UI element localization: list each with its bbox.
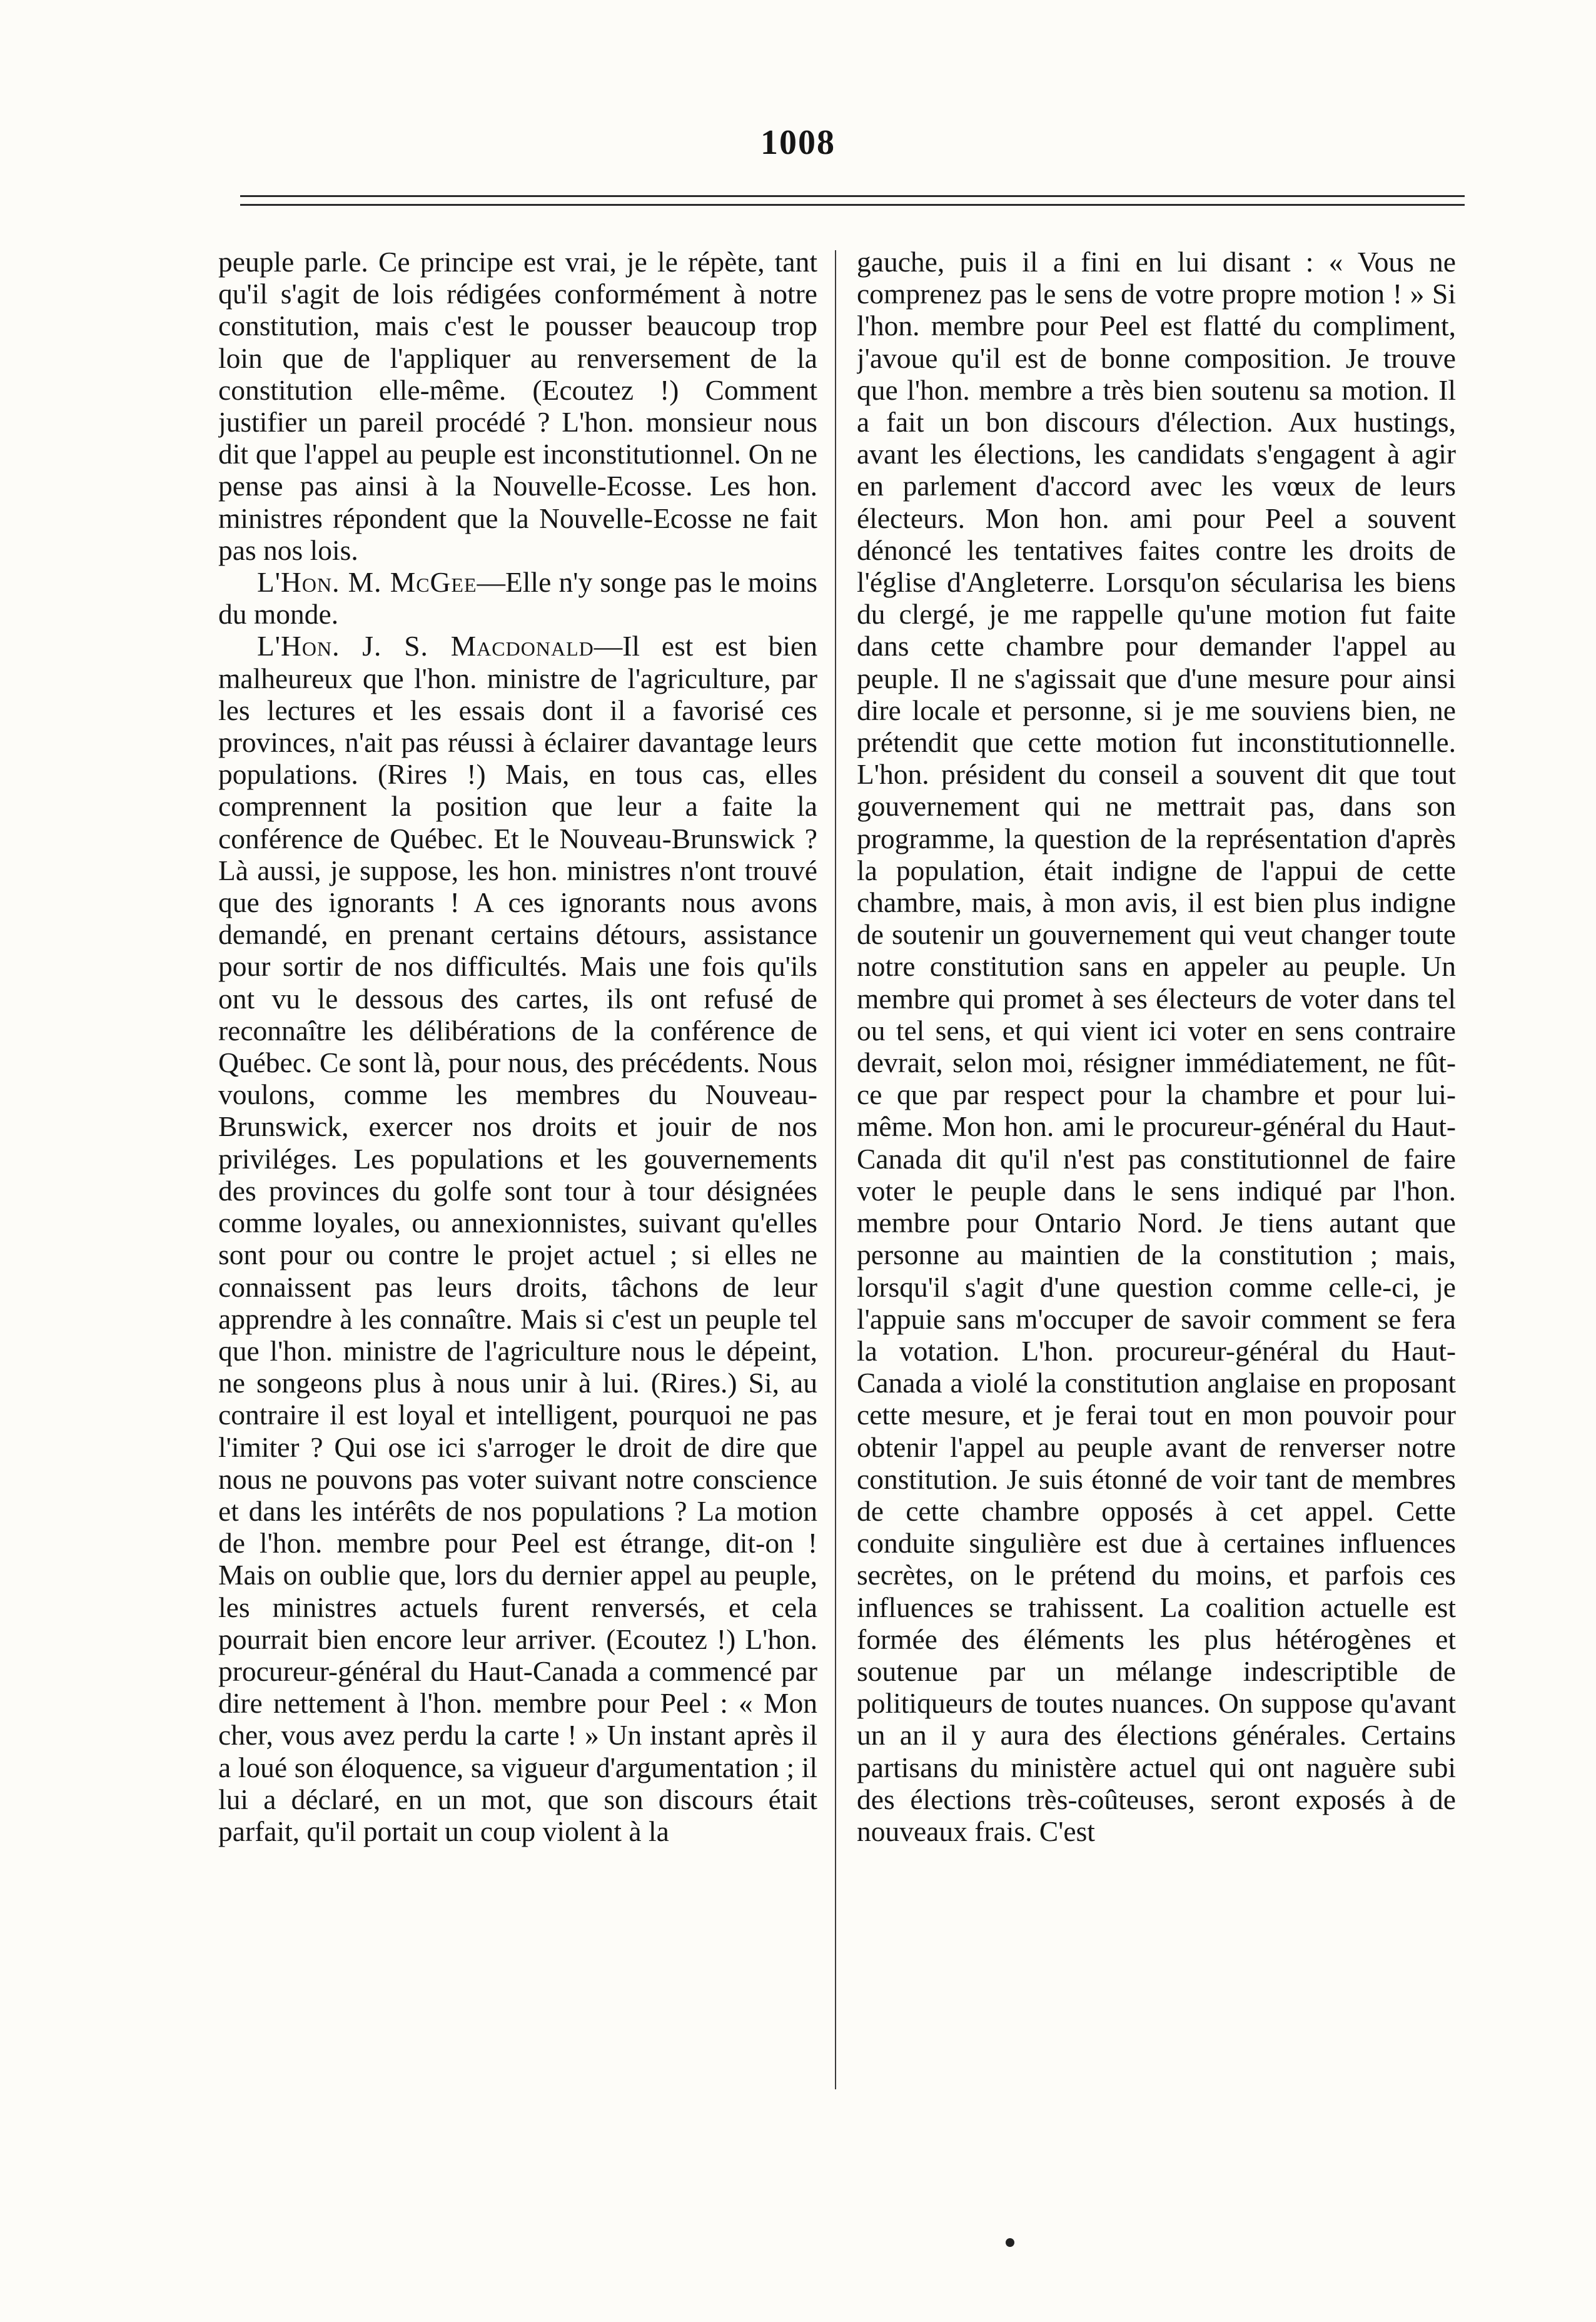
speaker-macdonald: L'Hon. J. S. Macdonald	[257, 630, 594, 662]
header-rule-bottom	[240, 204, 1465, 206]
header-rule-top	[240, 195, 1465, 197]
column-divider	[835, 250, 836, 2089]
page-number: 1008	[760, 123, 836, 162]
left-paragraph-2	[218, 566, 817, 630]
footer-dot	[1006, 2238, 1014, 2247]
mcgee-remark: —Elle n'y songe pas le moins du monde.	[218, 566, 817, 631]
left-column	[218, 246, 817, 2097]
right-column	[857, 246, 1456, 2097]
macdonald-speech: —Il est est bien malheureux que l'hon. ministre de l'agriculture, par les lectures et les essais dont il a favorisé ces provinces, n'ait pas réussi à éclairer davantage leurs populations. (Rires !) Mais, en tous cas, elles comprennent la position que leur a faite la conférence de Québec. Et le Nouveau-Brunswick ? Là aussi, je suppose, les hon. ministres n'ont trouvé que des ignorants ! A ces ignorants nous avons demandé, en prenant certains détours, assistance pour sortir de nos difficultés. Mais une fois qu'ils ont vu le dessous des cartes, ils ont refusé de reconnaître les délibérations de la conférence de Québec. Ce sont là, pour nous, des précédents. Nous voulons, comme les membres du Nouveau-Brunswick, exercer nos droits et jouir de nos priviléges. Les populations et les gouvernements des provinces du golfe sont tour à tour désignées comme loyales, ou annexionnistes, suivant qu'elles sont pour ou contre le projet actuel ; si elles ne connaissent pas leurs droits, tâchons de leur apprendre à les connaître. Mais si c'est un peuple tel que l'hon. ministre de l'agriculture nous le dépeint, ne songeons plus à nous unir à lui. (Rires.) Si, au contraire il est loyal et intelligent, pourquoi ne pas l'imiter ? Qui ose ici s'arroger le droit de dire que nous ne pouvons pas voter suivant notre conscience et dans les intérêts de nos populations ? La motion de l'hon. membre pour Peel est étrange, dit-on ! Mais on oublie que, lors du dernier appel au peuple, les ministres actuels furent renversés, et cela pourrait bien encore leur arriver. (Ecoutez !) L'hon. procureur-général du Haut-Canada a commencé par dire nettement à l'hon. membre pour Peel : « Mon cher, vous avez perdu la carte ! » Un instant après il a loué son éloquence, sa vigueur d'argumentation ; il lui a déclaré, en un mot, que son discours était parfait, qu'il portait un coup violent à la	[218, 630, 817, 1847]
left-paragraph-3	[218, 630, 817, 1847]
right-paragraph-1: gauche, puis il a fini en lui disant : « Vous ne comprenez pas le sens de votre propre motion ! » Si l'hon. membre pour Peel est flatté du compliment, j'avoue qu'il est de bonne composition. Je trouve que l'hon. membre a très bien soutenu sa motion. Il a fait un bon discours d'élection. Aux hustings, avant les élections, les candidats s'engagent à agir en parlement d'accord avec les vœux de leurs électeurs. Mon hon. ami pour Peel a souvent dénoncé les tentatives faites contre les droits de l'église d'Angleterre. Lorsqu'on sécularisa les biens du clergé, je me rappelle qu'une motion fut faite dans cette chambre pour demander l'appel au peuple. Il ne s'agissait que d'une mesure pour ainsi dire locale et personne, si je me souviens bien, ne prétendit que cette motion fut inconstitutionnelle. L'hon. président du conseil a souvent dit que tout gouvernement qui ne mettrait pas, dans son programme, la question de la représentation d'après la population, était indigne de l'appui de cette chambre, mais, à mon avis, il est bien plus indigne de soutenir un gouvernement qui veut changer toute notre constitution sans en appeler au peuple. Un membre qui promet à ses électeurs de voter dans tel ou tel sens, et qui vient ici voter en sens contraire devrait, selon moi, résigner immédiatement, ne fût-ce que par respect pour la chambre et pour lui-même. Mon hon. ami le procureur-général du Haut-Canada dit qu'il n'est pas constitutionnel de faire voter le peuple dans le sens indiqué par l'hon. membre pour Ontario Nord. Je tiens autant que personne au maintien de la constitution ; mais, lorsqu'il s'agit d'une question comme celle-ci, je l'appuie sans m'occuper de savoir comment se fera la votation. L'hon. procureur-général du Haut-Canada a violé la constitution anglaise en proposant cette mesure, et je ferai tout en mon pouvoir pour obtenir l'appel au peuple avant de renverser notre constitution. Je suis étonné de voir tant de membres de cette chambre opposés à cet appel. Cette conduite singulière est due à certaines influences secrètes, on le prétend du moins, et parfois ces influences se trahissent. La coalition actuelle est formée des éléments les plus hétérogènes et soutenue par un mélange indescriptible de politiqueurs de toutes nuances. On suppose qu'avant un an il y aura des élections générales. Certains partisans du ministère actuel qui ont naguère subi des élections très-coûteuses, seront exposés à de nouveaux frais. C'est	[857, 246, 1456, 1847]
left-paragraph-1: peuple parle. Ce principe est vrai, je le répète, tant qu'il s'agit de lois rédigées conformément à notre constitution, mais c'est le pousser beaucoup trop loin que de l'appliquer au renversement de la constitution elle-même. (Ecoutez !) Comment justifier un pareil procédé ? L'hon. monsieur nous dit que l'appel au peuple est inconstitutionnel. On ne pense pas ainsi à la Nouvelle-Ecosse. Les hon. ministres répondent que la Nouvelle-Ecosse ne fait pas nos lois.	[218, 246, 817, 566]
speaker-mcgee: L'Hon. M. McGee	[257, 566, 477, 599]
